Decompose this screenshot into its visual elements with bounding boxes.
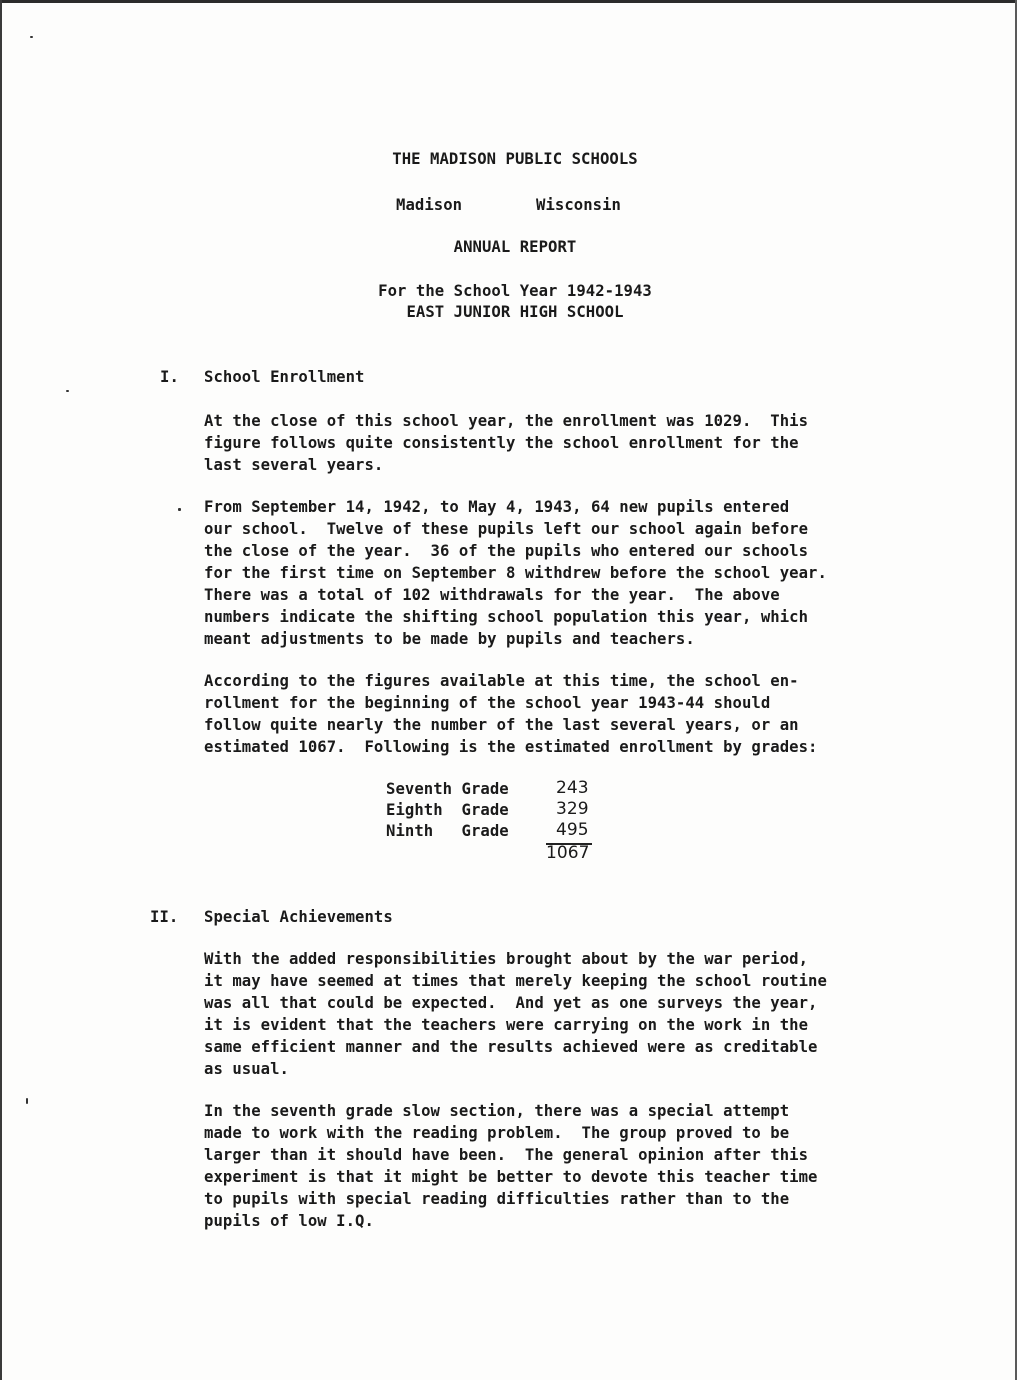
scan-speck [66, 390, 69, 392]
paragraph-line: to pupils with special reading difficulties rather than to the [204, 1190, 790, 1208]
grade-value: 495 [556, 820, 589, 840]
paragraph-line: for the first time on September 8 withdrew before the school year. [204, 564, 827, 582]
scan-speck [26, 1098, 28, 1104]
enrollment-total: 1067 [546, 843, 590, 863]
school-year: For the School Year 1942-1943 [378, 282, 652, 300]
grade-value: 243 [556, 778, 589, 798]
paragraph-line: our school. Twelve of these pupils left our school again before [204, 520, 809, 538]
grade-value: 329 [556, 799, 589, 819]
scan-speck [178, 508, 181, 511]
grade-label: Eighth Grade [386, 801, 509, 819]
section-2-numeral: II. [150, 908, 179, 926]
paragraph-line: From September 14, 1942, to May 4, 1943, 64 new pupils entered [204, 498, 790, 516]
paragraph-line: the close of the year. 36 of the pupils who entered our schools [204, 542, 809, 560]
scan-edge-top [0, 0, 1017, 3]
paragraph-line: it may have seemed at times that merely keeping the school routine [204, 972, 827, 990]
scan-edge-left [0, 0, 2, 1380]
paragraph-line: In the seventh grade slow section, there was a special attempt [204, 1102, 790, 1120]
paragraph-line: numbers indicate the shifting school population this year, which [204, 608, 809, 626]
paragraph-line: as usual. [204, 1060, 289, 1078]
section-1-numeral: I. [160, 368, 179, 386]
district-title: THE MADISON PUBLIC SCHOOLS [392, 150, 638, 168]
paragraph-line: made to work with the reading problem. The group proved to be [204, 1124, 790, 1142]
school-name: EAST JUNIOR HIGH SCHOOL [406, 303, 624, 321]
paragraph-line: figure follows quite consistently the school enrollment for the [204, 434, 799, 452]
header-state: Wisconsin [536, 196, 621, 214]
paragraph-line: last several years. [204, 456, 384, 474]
paragraph-line: follow quite nearly the number of the last several years, or an [204, 716, 799, 734]
paragraph-line: According to the figures available at this time, the school en- [204, 672, 799, 690]
grade-label: Seventh Grade [386, 780, 509, 798]
paragraph-line: rollment for the beginning of the school year 1943-44 should [204, 694, 771, 712]
paragraph-line: it is evident that the teachers were carrying on the work in the [204, 1016, 809, 1034]
grade-label: Ninth Grade [386, 822, 509, 840]
section-2-heading: Special Achievements [204, 908, 393, 926]
paragraph-line: At the close of this school year, the enrollment was 1029. This [204, 412, 809, 430]
paragraph-line: was all that could be expected. And yet as one surveys the year, [204, 994, 818, 1012]
paragraph-line: estimated 1067. Following is the estimated enrollment by grades: [204, 738, 818, 756]
report-title: ANNUAL REPORT [453, 238, 577, 256]
paragraph-line: There was a total of 102 withdrawals for the year. The above [204, 586, 780, 604]
paragraph-line: With the added responsibilities brought about by the war period, [204, 950, 809, 968]
paragraph-line: same efficient manner and the results achieved were as creditable [204, 1038, 818, 1056]
scan-speck [30, 36, 33, 38]
paragraph-line: meant adjustments to be made by pupils and teachers. [204, 630, 695, 648]
section-1-heading: School Enrollment [204, 368, 365, 386]
paragraph-line: experiment is that it might be better to devote this teacher time [204, 1168, 818, 1186]
header-city: Madison [396, 196, 463, 214]
paragraph-line: larger than it should have been. The general opinion after this [204, 1146, 809, 1164]
paragraph-line: pupils of low I.Q. [204, 1212, 374, 1230]
